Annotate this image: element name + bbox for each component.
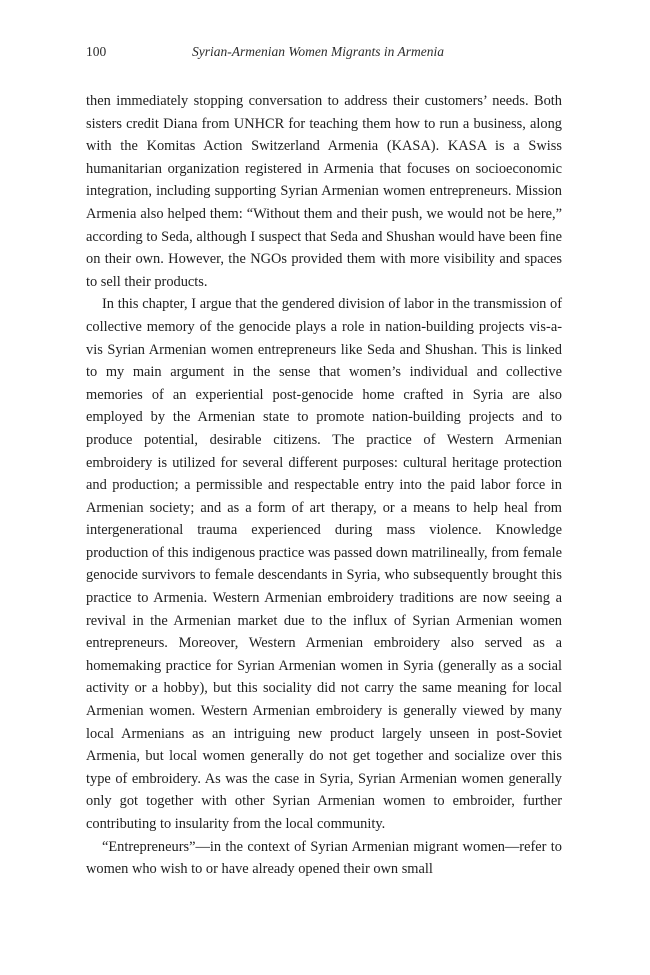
paragraph-1: then immediately stopping conversation to address their customers’ needs. Both sisters credit Diana from UNHCR for teaching them how to run a business, along with the Komitas Action Switzerland Armenia (KASA). KASA is a Swiss humanitarian organization registered in Armenia that focuses on socioeconomic integration, including supporting Syrian Armenian women entrepreneurs. Mission Armenia also helped them: “Without them and their push, we would not be here,” according to Seda, although I suspect that Seda and Shushan would have been fine on their own. However, the NGOs provided them with more visibility and spaces to sell their products. — [86, 93, 562, 290]
paragraph-2: In this chapter, I argue that the gendered division of labor in the transmission of collective memory of the genocide plays a role in nation-building projects vis-a-vis Syrian Armenian women entrepreneurs like Seda and Shushan. This is linked to my main argument in the sense that women’s individual and collective memories of an experiential post-genocide home crafted in Syria are also employed by the Armenian state to promote nation-building projects and to produce potential, desirable citizens. The practice of Western Armenian embroidery is utilized for several different purposes: cultural heritage protection and production; a permissible and respectable entry into the paid labor force in Armenian society; and as a form of art therapy, or a means to help heal from intergenerational trauma experienced during mass violence. Knowledge production of this indigenous practice was passed down matrilineally, from female genocide survivors to female descendants in Syria, who subsequently brought this practice to Armenia. Western Armenian embroidery traditions are now seeing a revival in the Armenian market due to the influx of Syrian Armenian women entrepreneurs. Moreover, Western Armenian embroidery also served as a homemaking practice for Syrian Armenian women in Syria (generally as a social activity or a hobby), but this sociality did not carry the same meaning for local Armenian women. Western Armenian embroidery is generally viewed by many local Armenians as an intriguing new product largely unseen in post-Soviet Armenia, but local women generally do not get together and socialize over this type of embroidery. As was the case in Syria, Syrian Armenian women generally only got together with other Syrian Armenian women to embroider, further contributing to insularity from the local community. — [86, 296, 562, 832]
running-title: Syrian-Armenian Women Migrants in Armenia — [192, 44, 444, 59]
paragraph-3: “Entrepreneurs”—in the context of Syrian Armenian migrant women—refer to women who wish to or have already opened their own small — [86, 838, 562, 878]
page-number: 100 — [86, 44, 107, 59]
body-text — [86, 90, 562, 881]
running-head — [86, 44, 562, 66]
book-page — [86, 44, 562, 881]
